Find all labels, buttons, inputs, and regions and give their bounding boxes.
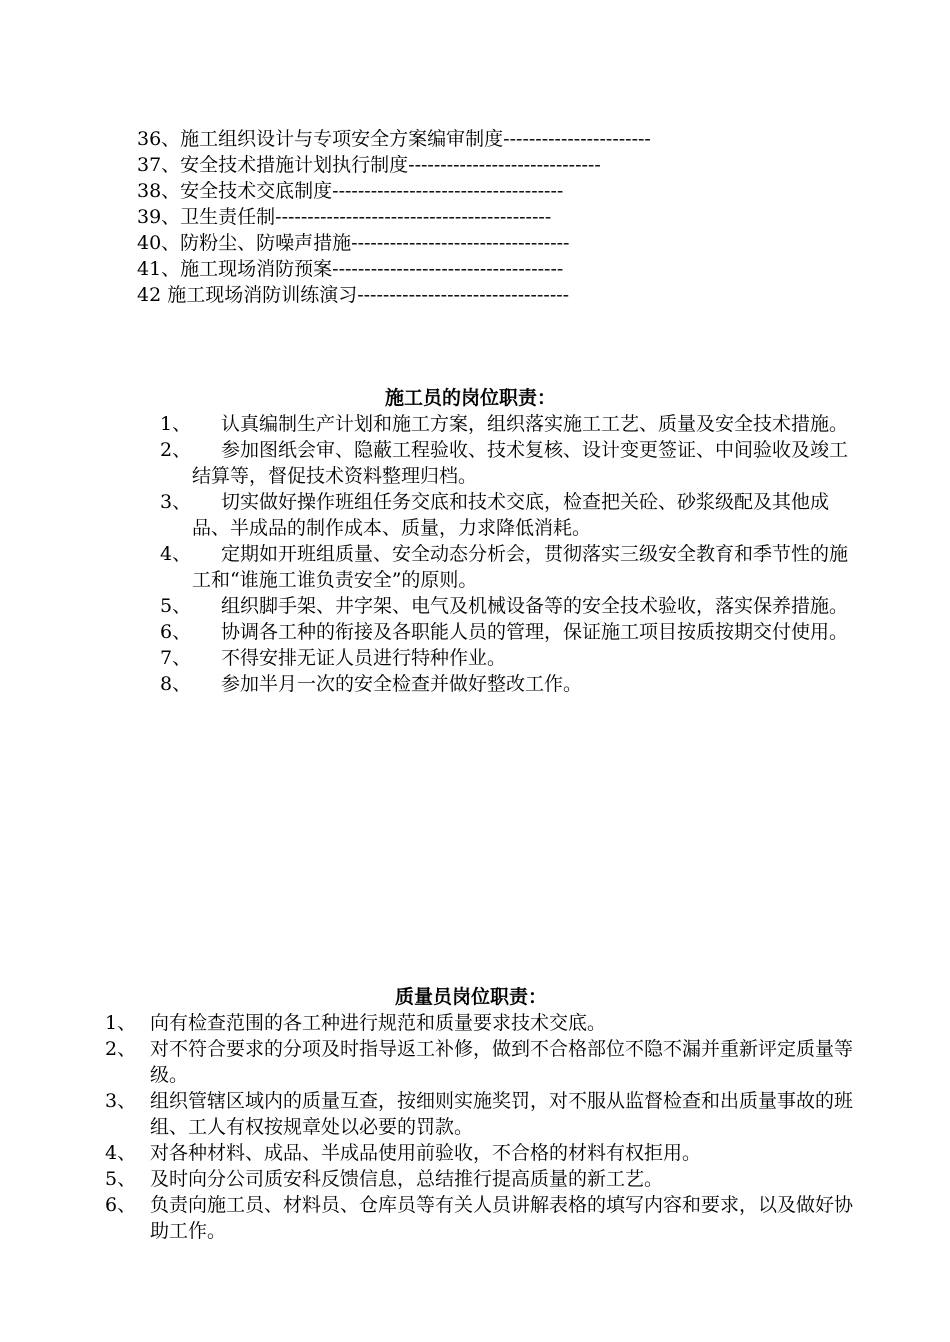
toc-item: 39、卫生责任制------------------------------------------- <box>137 206 552 228</box>
item-text: 定期如开班组质量、安全动态分析会，贯彻落实三级安全教育和季节性的施工和“谁施工谁负责安全”的原则。 <box>192 543 849 591</box>
item-text: 切实做好操作班组任务交底和技术交底，检查把关砼、砂浆级配及其他成品、半成品的制作成本、质量，力求降低消耗。 <box>192 491 830 539</box>
item-text: 对各种材料、成品、半成品使用前验收，不合格的材料有权拒用。 <box>150 1142 702 1164</box>
quality-officer-duties-list <box>105 1010 860 1244</box>
item-text: 组织管辖区域内的质量互查，按细则实施奖罚，对不服从监督检查和出质量事故的班组、工人有权按规章处以必要的罚款。 <box>150 1090 854 1138</box>
item-number: 6、 <box>105 1194 137 1216</box>
toc-item: 37、安全技术措施计划执行制度------------------------------ <box>137 154 601 176</box>
list-item <box>105 1010 860 1036</box>
section-title-quality-officer: 质量员岗位职责： <box>395 986 548 1008</box>
item-number: 3、 <box>160 491 192 513</box>
item-text: 协调各工种的衔接及各职能人员的管理，保证施工项目按质按期交付使用。 <box>221 621 849 643</box>
item-text: 认真编制生产计划和施工方案，组织落实施工工艺、质量及安全技术措施。 <box>221 413 849 435</box>
item-number: 5、 <box>105 1168 137 1190</box>
toc-list <box>137 126 857 308</box>
item-text: 及时向分公司质安科反馈信息，总结推行提高质量的新工艺。 <box>150 1168 664 1190</box>
item-number: 2、 <box>160 439 192 461</box>
item-text: 组织脚手架、井字架、电气及机械设备等的安全技术验收，落实保养措施。 <box>221 595 849 617</box>
item-text: 向有检查范围的各工种进行规范和质量要求技术交底。 <box>150 1012 607 1034</box>
item-number: 8、 <box>160 673 192 695</box>
item-number: 1、 <box>160 413 192 435</box>
item-text: 参加半月一次的安全检查并做好整改工作。 <box>221 673 583 695</box>
list-item <box>105 1166 860 1192</box>
list-item <box>160 541 860 593</box>
toc-item: 42 施工现场消防训练演习--------------------------------- <box>137 284 570 306</box>
item-number: 1、 <box>105 1012 137 1034</box>
item-number: 2、 <box>105 1038 137 1060</box>
list-item <box>160 489 860 541</box>
toc-item: 41、施工现场消防预案------------------------------------ <box>137 258 564 280</box>
item-text: 负责向施工员、材料员、仓库员等有关人员讲解表格的填写内容和要求，以及做好协助工作。 <box>150 1194 854 1242</box>
construction-officer-duties-list <box>160 411 860 697</box>
item-number: 4、 <box>160 543 192 565</box>
section-title-construction-officer: 施工员的岗位职责： <box>385 387 557 409</box>
list-item <box>105 1036 860 1088</box>
list-item <box>160 619 860 645</box>
list-item <box>160 411 860 437</box>
toc-item: 38、安全技术交底制度------------------------------------ <box>137 180 564 202</box>
item-number: 4、 <box>105 1142 137 1164</box>
list-item <box>105 1140 860 1166</box>
item-number: 3、 <box>105 1090 137 1112</box>
list-item <box>160 437 860 489</box>
item-number: 5、 <box>160 595 192 617</box>
item-number: 7、 <box>160 647 192 669</box>
list-item <box>160 645 860 671</box>
item-text: 参加图纸会审、隐蔽工程验收、技术复核、设计变更签证、中间验收及竣工结算等，督促技术资料整理归档。 <box>192 439 849 487</box>
list-item <box>105 1088 860 1140</box>
item-text: 对不符合要求的分项及时指导返工补修，做到不合格部位不隐不漏并重新评定质量等级。 <box>150 1038 854 1086</box>
item-number: 6、 <box>160 621 192 643</box>
toc-item: 40、防粉尘、防噪声措施---------------------------------- <box>137 232 570 254</box>
list-item <box>160 671 860 697</box>
list-item <box>160 593 860 619</box>
list-item <box>105 1192 860 1244</box>
item-text: 不得安排无证人员进行特种作业。 <box>221 647 507 669</box>
toc-item: 36、施工组织设计与专项安全方案编审制度----------------------- <box>137 128 651 150</box>
